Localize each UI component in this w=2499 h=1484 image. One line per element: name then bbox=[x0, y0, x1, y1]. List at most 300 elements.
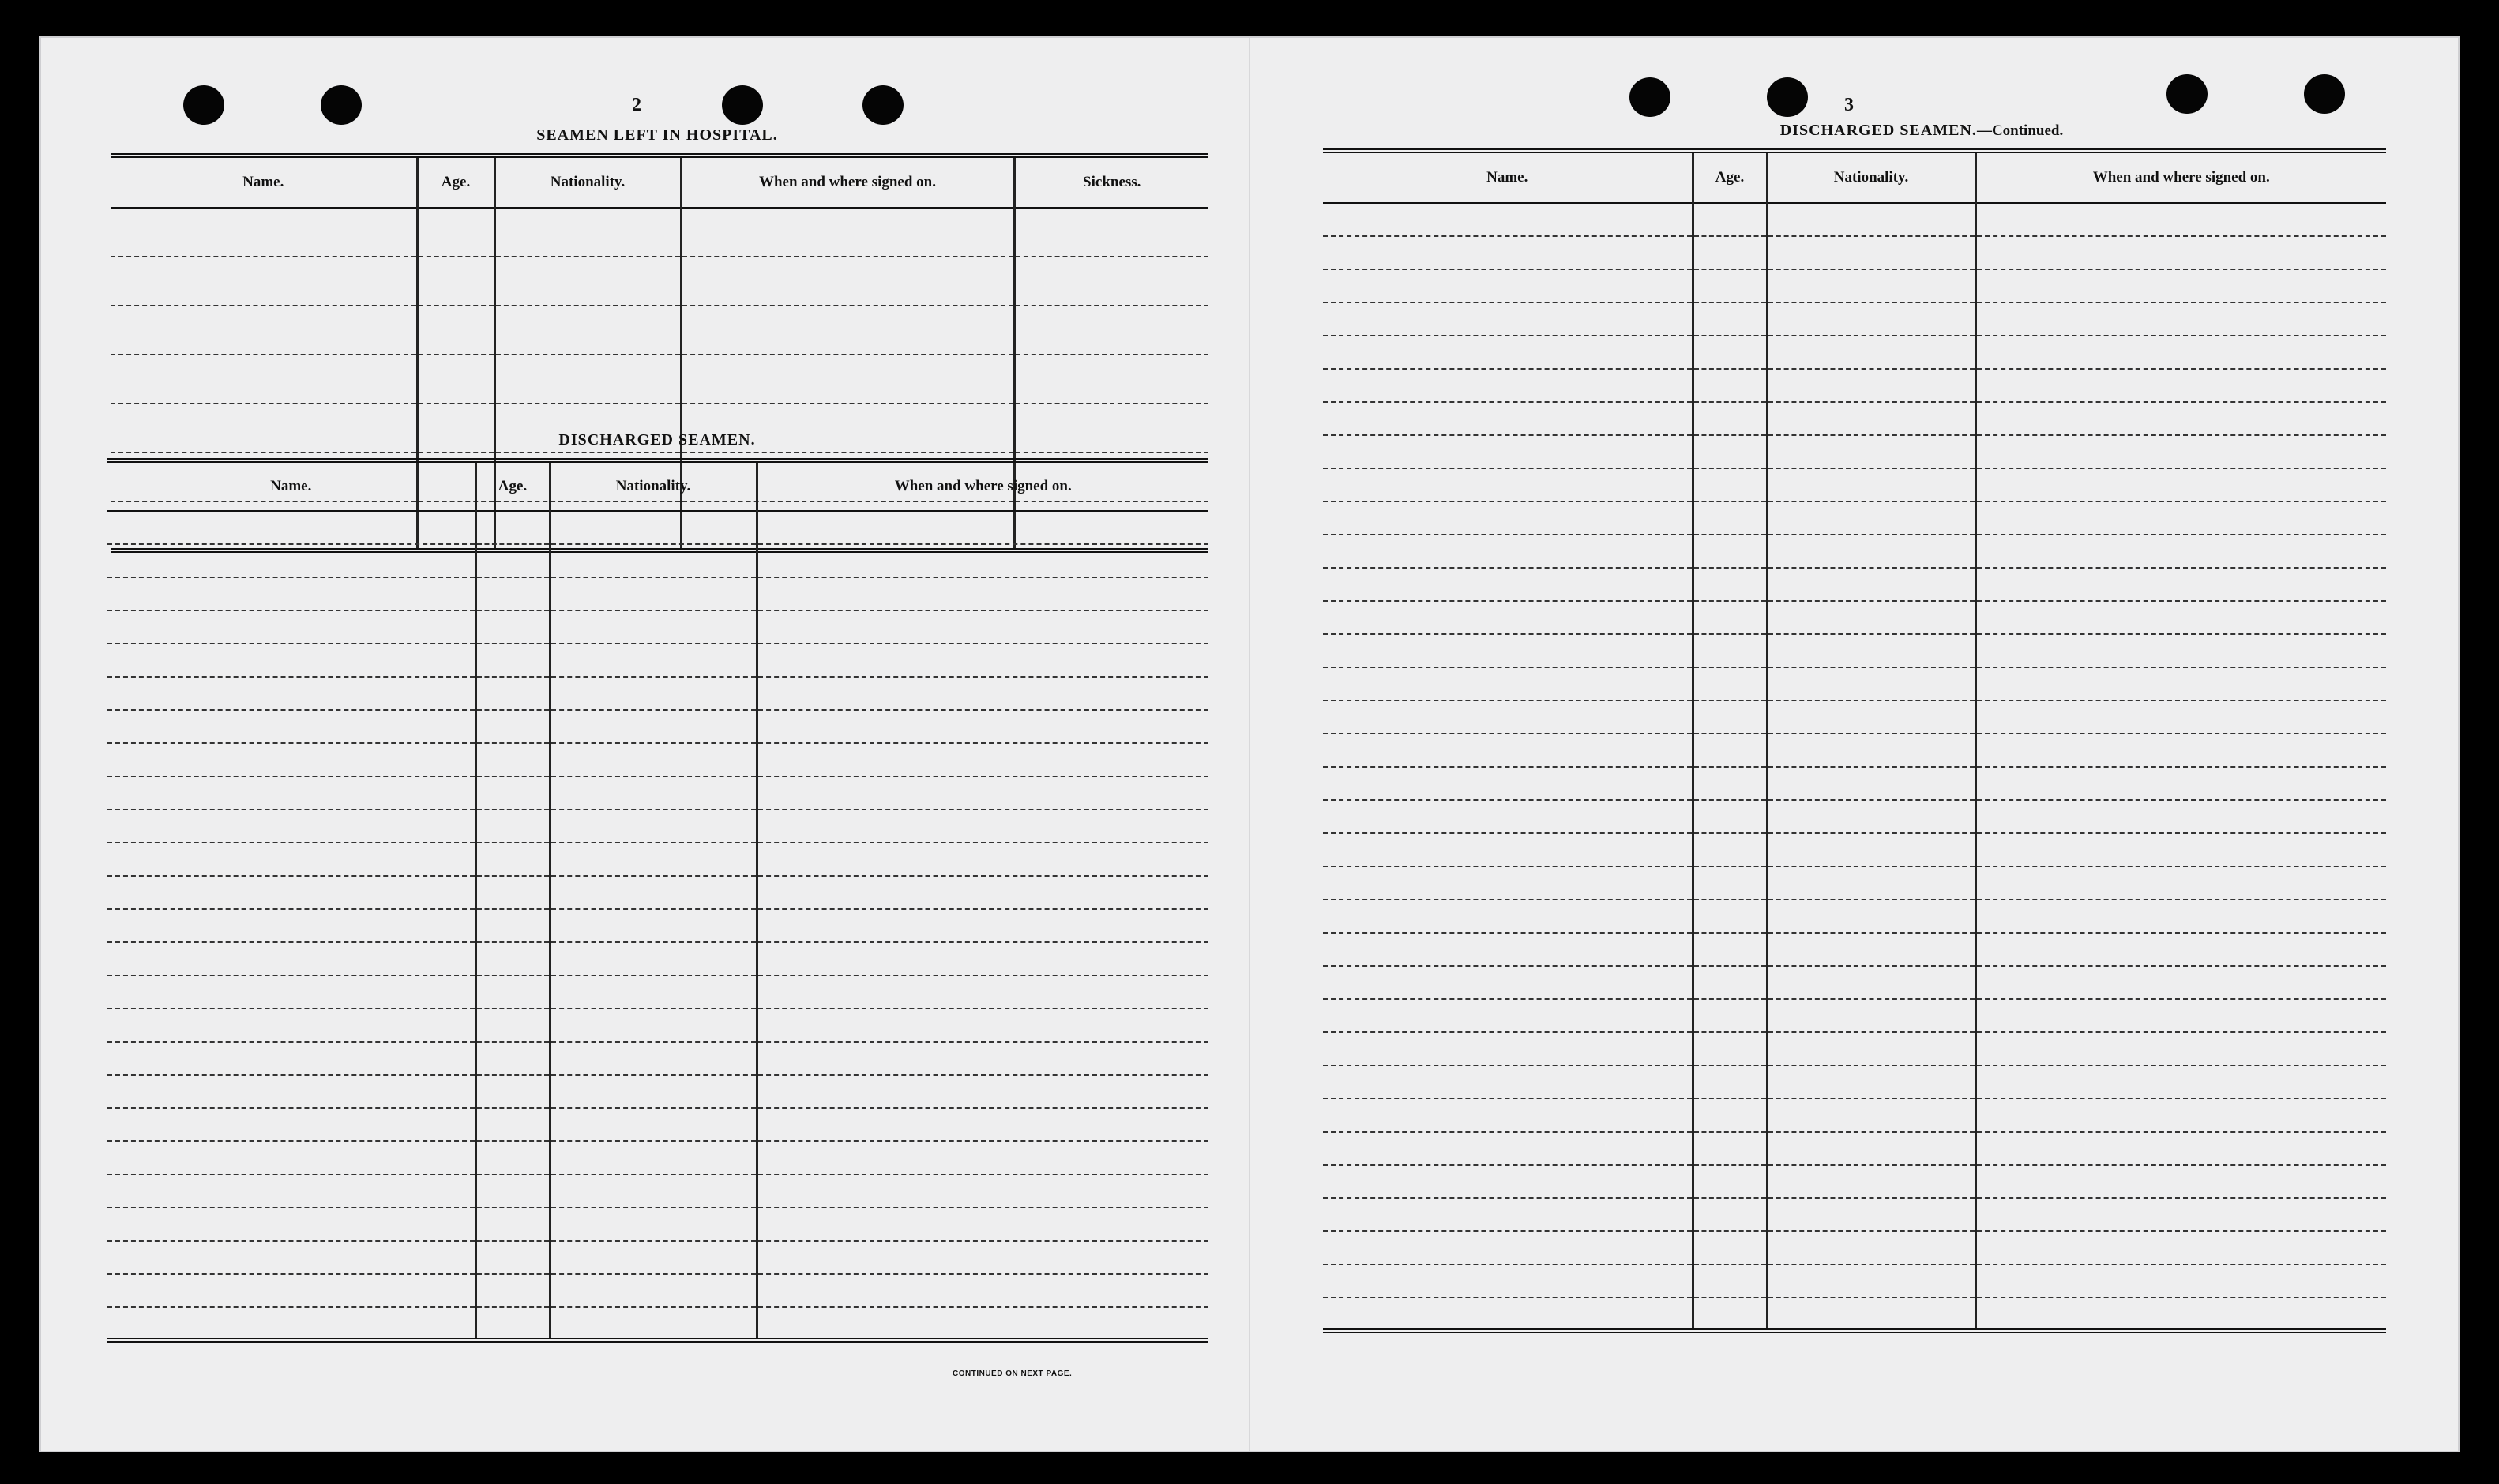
table-row bbox=[1323, 502, 2386, 535]
blank-cell bbox=[107, 743, 475, 776]
blank-cell bbox=[1014, 355, 1208, 404]
table-row bbox=[107, 677, 1208, 710]
table-row bbox=[1323, 402, 2386, 435]
blank-cell bbox=[1323, 767, 1693, 800]
blank-cell bbox=[1767, 1264, 1975, 1298]
blank-cell bbox=[111, 257, 417, 306]
blank-cell bbox=[757, 1141, 1208, 1174]
blank-cell bbox=[1767, 435, 1975, 468]
blank-cell bbox=[1323, 1132, 1693, 1165]
blank-cell bbox=[1975, 1298, 2386, 1331]
blank-cell bbox=[1975, 1264, 2386, 1298]
blank-cell bbox=[1767, 568, 1975, 601]
blank-cell bbox=[550, 843, 757, 876]
table-row bbox=[1323, 1231, 2386, 1264]
blank-cell bbox=[107, 1075, 475, 1108]
blank-cell bbox=[681, 355, 1014, 404]
discharged-continued-rows bbox=[1323, 203, 2386, 1331]
blank-cell bbox=[1323, 236, 1693, 269]
table-row bbox=[107, 1075, 1208, 1108]
blank-cell bbox=[1693, 999, 1767, 1032]
blank-cell bbox=[550, 577, 757, 611]
blank-cell bbox=[1767, 1165, 1975, 1198]
blank-cell bbox=[1975, 502, 2386, 535]
table-row bbox=[1323, 468, 2386, 502]
blank-cell bbox=[550, 975, 757, 1009]
continued-note: CONTINUED ON NEXT PAGE. bbox=[953, 1369, 1073, 1378]
blank-cell bbox=[475, 611, 550, 644]
blank-cell bbox=[1323, 1264, 1693, 1298]
blank-cell bbox=[757, 1274, 1208, 1307]
blank-cell bbox=[107, 1141, 475, 1174]
blank-cell bbox=[1323, 734, 1693, 767]
blank-cell bbox=[475, 843, 550, 876]
blank-cell bbox=[475, 1241, 550, 1274]
blank-cell bbox=[1323, 866, 1693, 900]
blank-cell bbox=[1323, 535, 1693, 568]
blank-cell bbox=[1323, 933, 1693, 966]
blank-cell bbox=[1323, 269, 1693, 302]
table-row bbox=[1323, 833, 2386, 866]
blank-cell bbox=[1323, 402, 1693, 435]
blank-cell bbox=[550, 511, 757, 544]
blank-cell bbox=[1323, 468, 1693, 502]
table-row bbox=[107, 1274, 1208, 1307]
table-row bbox=[107, 843, 1208, 876]
table-row bbox=[107, 909, 1208, 942]
blank-cell bbox=[1323, 502, 1693, 535]
blank-cell bbox=[475, 1208, 550, 1241]
column-header-age: Age. bbox=[417, 156, 494, 208]
blank-cell bbox=[111, 208, 417, 257]
blank-cell bbox=[417, 355, 494, 404]
blank-cell bbox=[475, 1042, 550, 1075]
punch-hole bbox=[2304, 74, 2345, 114]
blank-cell bbox=[475, 810, 550, 843]
blank-cell bbox=[757, 644, 1208, 677]
table-row bbox=[1323, 1298, 2386, 1331]
discharged-section-title: DISCHARGED SEAMEN. bbox=[558, 431, 756, 449]
punch-hole bbox=[1767, 77, 1808, 117]
blank-cell bbox=[757, 743, 1208, 776]
table-row bbox=[107, 1307, 1208, 1340]
blank-cell bbox=[1014, 257, 1208, 306]
hospital-section-title: SEAMEN LEFT IN HOSPITAL. bbox=[536, 126, 778, 144]
blank-cell bbox=[107, 577, 475, 611]
blank-cell bbox=[550, 1208, 757, 1241]
blank-cell bbox=[1323, 336, 1693, 369]
column-header-signed-on: When and where signed on. bbox=[681, 156, 1014, 208]
table-row bbox=[111, 257, 1208, 306]
blank-cell bbox=[757, 909, 1208, 942]
blank-cell bbox=[107, 710, 475, 743]
blank-cell bbox=[1323, 999, 1693, 1032]
blank-cell bbox=[757, 843, 1208, 876]
table-row bbox=[1323, 900, 2386, 933]
blank-cell bbox=[757, 1208, 1208, 1241]
blank-cell bbox=[1767, 701, 1975, 734]
blank-cell bbox=[475, 1174, 550, 1208]
blank-cell bbox=[107, 1042, 475, 1075]
blank-cell bbox=[1975, 1132, 2386, 1165]
blank-cell bbox=[494, 355, 681, 404]
table-row bbox=[1323, 933, 2386, 966]
blank-cell bbox=[475, 909, 550, 942]
blank-cell bbox=[757, 677, 1208, 710]
blank-cell bbox=[1693, 866, 1767, 900]
blank-cell bbox=[1767, 900, 1975, 933]
blank-cell bbox=[550, 710, 757, 743]
table-row bbox=[107, 511, 1208, 544]
blank-cell bbox=[1975, 667, 2386, 701]
table-row bbox=[107, 611, 1208, 644]
blank-cell bbox=[107, 677, 475, 710]
blank-cell bbox=[1323, 1298, 1693, 1331]
page-number: 3 bbox=[1844, 95, 1854, 115]
blank-cell bbox=[757, 876, 1208, 909]
blank-cell bbox=[757, 1108, 1208, 1141]
blank-cell bbox=[1693, 336, 1767, 369]
blank-cell bbox=[1693, 833, 1767, 866]
blank-cell bbox=[550, 776, 757, 810]
blank-cell bbox=[757, 1307, 1208, 1340]
table-row bbox=[111, 208, 1208, 257]
table-row bbox=[1323, 767, 2386, 800]
table-row bbox=[107, 1108, 1208, 1141]
blank-cell bbox=[1767, 966, 1975, 999]
blank-cell bbox=[1323, 302, 1693, 336]
blank-cell bbox=[475, 577, 550, 611]
blank-cell bbox=[1767, 502, 1975, 535]
blank-cell bbox=[681, 257, 1014, 306]
table-row bbox=[107, 1141, 1208, 1174]
blank-cell bbox=[1014, 208, 1208, 257]
discharged-rows bbox=[107, 511, 1208, 1340]
table-row bbox=[107, 644, 1208, 677]
blank-cell bbox=[1323, 1032, 1693, 1065]
blank-cell bbox=[475, 942, 550, 975]
table-row bbox=[1323, 966, 2386, 999]
blank-cell bbox=[107, 511, 475, 544]
table-row bbox=[1323, 369, 2386, 402]
punch-hole bbox=[1629, 77, 1670, 117]
blank-cell bbox=[1693, 1132, 1767, 1165]
blank-cell bbox=[1975, 767, 2386, 800]
blank-cell bbox=[1323, 966, 1693, 999]
blank-cell bbox=[1693, 601, 1767, 634]
blank-cell bbox=[550, 611, 757, 644]
blank-cell bbox=[1693, 701, 1767, 734]
column-header-name: Name. bbox=[111, 156, 417, 208]
blank-cell bbox=[1767, 634, 1975, 667]
discharged-continued-table bbox=[1323, 148, 2386, 1333]
blank-cell bbox=[1975, 402, 2386, 435]
blank-cell bbox=[475, 1075, 550, 1108]
blank-cell bbox=[1323, 833, 1693, 866]
blank-cell bbox=[1693, 966, 1767, 999]
blank-cell bbox=[1975, 468, 2386, 502]
form-sheet bbox=[39, 36, 2460, 1452]
blank-cell bbox=[1767, 1132, 1975, 1165]
table-row bbox=[1323, 734, 2386, 767]
blank-cell bbox=[107, 1208, 475, 1241]
blank-cell bbox=[1767, 269, 1975, 302]
blank-cell bbox=[1767, 1032, 1975, 1065]
blank-cell bbox=[107, 810, 475, 843]
blank-cell bbox=[107, 611, 475, 644]
blank-cell bbox=[1693, 1264, 1767, 1298]
blank-cell bbox=[681, 208, 1014, 257]
blank-cell bbox=[1975, 568, 2386, 601]
blank-cell bbox=[1975, 435, 2386, 468]
blank-cell bbox=[107, 876, 475, 909]
column-header-nationality: Nationality. bbox=[550, 460, 757, 511]
blank-cell bbox=[1323, 1099, 1693, 1132]
blank-cell bbox=[1693, 734, 1767, 767]
blank-cell bbox=[1323, 667, 1693, 701]
blank-cell bbox=[1767, 667, 1975, 701]
blank-cell bbox=[1693, 800, 1767, 833]
punch-hole bbox=[862, 85, 904, 125]
blank-cell bbox=[107, 776, 475, 810]
blank-cell bbox=[1975, 535, 2386, 568]
table-row bbox=[107, 1042, 1208, 1075]
blank-cell bbox=[494, 306, 681, 355]
blank-cell bbox=[1767, 734, 1975, 767]
blank-cell bbox=[1693, 900, 1767, 933]
blank-cell bbox=[1767, 866, 1975, 900]
table-row bbox=[107, 577, 1208, 611]
blank-cell bbox=[107, 1174, 475, 1208]
table-row bbox=[1323, 1099, 2386, 1132]
table-row bbox=[1323, 667, 2386, 701]
blank-cell bbox=[417, 208, 494, 257]
blank-cell bbox=[475, 975, 550, 1009]
table-row bbox=[1323, 435, 2386, 468]
blank-cell bbox=[1767, 369, 1975, 402]
blank-cell bbox=[1693, 1298, 1767, 1331]
blank-cell bbox=[1975, 966, 2386, 999]
blank-cell bbox=[1693, 535, 1767, 568]
blank-cell bbox=[1693, 767, 1767, 800]
blank-cell bbox=[1693, 269, 1767, 302]
left-page bbox=[41, 38, 1250, 1451]
blank-cell bbox=[1693, 634, 1767, 667]
table-row bbox=[1323, 535, 2386, 568]
blank-cell bbox=[475, 544, 550, 577]
table-row bbox=[1323, 1032, 2386, 1065]
blank-cell bbox=[1693, 933, 1767, 966]
table-row bbox=[111, 355, 1208, 404]
blank-cell bbox=[1693, 435, 1767, 468]
punch-hole bbox=[321, 85, 362, 125]
blank-cell bbox=[1975, 203, 2386, 236]
blank-cell bbox=[757, 1174, 1208, 1208]
blank-cell bbox=[107, 1009, 475, 1042]
blank-cell bbox=[1975, 1231, 2386, 1264]
blank-cell bbox=[550, 1042, 757, 1075]
blank-cell bbox=[1767, 302, 1975, 336]
blank-cell bbox=[1767, 236, 1975, 269]
blank-cell bbox=[1767, 535, 1975, 568]
table-row bbox=[1323, 800, 2386, 833]
blank-cell bbox=[757, 975, 1208, 1009]
table-row bbox=[1323, 1198, 2386, 1231]
blank-cell bbox=[550, 1307, 757, 1340]
blank-cell bbox=[1693, 1032, 1767, 1065]
table-row bbox=[1323, 302, 2386, 336]
blank-cell bbox=[107, 1241, 475, 1274]
blank-cell bbox=[1693, 1165, 1767, 1198]
column-header-nationality: Nationality. bbox=[494, 156, 681, 208]
blank-cell bbox=[1767, 336, 1975, 369]
blank-cell bbox=[757, 1042, 1208, 1075]
blank-cell bbox=[475, 1108, 550, 1141]
table-row bbox=[1323, 203, 2386, 236]
blank-cell bbox=[1693, 302, 1767, 336]
blank-cell bbox=[475, 677, 550, 710]
table-row bbox=[107, 975, 1208, 1009]
blank-cell bbox=[1767, 767, 1975, 800]
blank-cell bbox=[1975, 1065, 2386, 1099]
blank-cell bbox=[1767, 203, 1975, 236]
blank-cell bbox=[107, 1108, 475, 1141]
blank-cell bbox=[475, 776, 550, 810]
table-row bbox=[1323, 999, 2386, 1032]
column-header-signed-on: When and where signed on. bbox=[1975, 151, 2386, 203]
blank-cell bbox=[1975, 999, 2386, 1032]
blank-cell bbox=[1693, 1099, 1767, 1132]
blank-cell bbox=[1693, 468, 1767, 502]
table-row bbox=[107, 1009, 1208, 1042]
blank-cell bbox=[1767, 402, 1975, 435]
blank-cell bbox=[1975, 933, 2386, 966]
blank-cell bbox=[1767, 1231, 1975, 1264]
table-row bbox=[1323, 568, 2386, 601]
blank-cell bbox=[1323, 1198, 1693, 1231]
blank-cell bbox=[417, 306, 494, 355]
blank-cell bbox=[1767, 601, 1975, 634]
blank-cell bbox=[475, 710, 550, 743]
blank-cell bbox=[1693, 402, 1767, 435]
blank-cell bbox=[1767, 1065, 1975, 1099]
right-page bbox=[1250, 38, 2459, 1451]
blank-cell bbox=[107, 909, 475, 942]
blank-cell bbox=[1323, 369, 1693, 402]
blank-cell bbox=[475, 743, 550, 776]
table-row bbox=[107, 544, 1208, 577]
discharged-continued-title bbox=[1250, 122, 2459, 140]
blank-cell bbox=[1767, 999, 1975, 1032]
column-header-age: Age. bbox=[475, 460, 550, 511]
blank-cell bbox=[550, 677, 757, 710]
punch-hole bbox=[183, 85, 224, 125]
blank-cell bbox=[1767, 800, 1975, 833]
column-header-age: Age. bbox=[1693, 151, 1767, 203]
blank-cell bbox=[757, 1075, 1208, 1108]
blank-cell bbox=[107, 1274, 475, 1307]
blank-cell bbox=[1975, 601, 2386, 634]
blank-cell bbox=[1975, 1032, 2386, 1065]
punch-hole bbox=[2166, 74, 2208, 114]
table-row bbox=[1323, 701, 2386, 734]
table-row bbox=[1323, 1132, 2386, 1165]
table-row bbox=[1323, 269, 2386, 302]
blank-cell bbox=[475, 1274, 550, 1307]
blank-cell bbox=[550, 810, 757, 843]
blank-cell bbox=[1323, 1065, 1693, 1099]
blank-cell bbox=[1323, 601, 1693, 634]
blank-cell bbox=[1975, 800, 2386, 833]
table-row bbox=[1323, 866, 2386, 900]
blank-cell bbox=[757, 942, 1208, 975]
blank-cell bbox=[475, 511, 550, 544]
blank-cell bbox=[1323, 800, 1693, 833]
discharged-continued-title-suffix: —Continued. bbox=[1976, 122, 2064, 139]
blank-cell bbox=[1693, 203, 1767, 236]
blank-cell bbox=[1975, 302, 2386, 336]
blank-cell bbox=[550, 1075, 757, 1108]
discharged-table bbox=[107, 458, 1208, 1343]
blank-cell bbox=[1767, 1099, 1975, 1132]
blank-cell bbox=[1693, 502, 1767, 535]
blank-cell bbox=[111, 355, 417, 404]
blank-cell bbox=[1323, 1165, 1693, 1198]
blank-cell bbox=[1975, 1198, 2386, 1231]
blank-cell bbox=[550, 1141, 757, 1174]
blank-cell bbox=[475, 644, 550, 677]
blank-cell bbox=[550, 876, 757, 909]
table-row bbox=[1323, 601, 2386, 634]
blank-cell bbox=[550, 1108, 757, 1141]
blank-cell bbox=[550, 1009, 757, 1042]
blank-cell bbox=[757, 1241, 1208, 1274]
blank-cell bbox=[107, 544, 475, 577]
blank-cell bbox=[1975, 269, 2386, 302]
blank-cell bbox=[1767, 468, 1975, 502]
blank-cell bbox=[1693, 568, 1767, 601]
blank-cell bbox=[1975, 369, 2386, 402]
blank-cell bbox=[111, 306, 417, 355]
blank-cell bbox=[550, 544, 757, 577]
column-header-name: Name. bbox=[1323, 151, 1693, 203]
blank-cell bbox=[1323, 900, 1693, 933]
blank-cell bbox=[1975, 866, 2386, 900]
table-row bbox=[111, 306, 1208, 355]
blank-cell bbox=[757, 1009, 1208, 1042]
table-row bbox=[107, 1174, 1208, 1208]
blank-cell bbox=[1323, 435, 1693, 468]
blank-cell bbox=[681, 306, 1014, 355]
blank-cell bbox=[1975, 634, 2386, 667]
table-row bbox=[107, 1208, 1208, 1241]
blank-cell bbox=[550, 1241, 757, 1274]
blank-cell bbox=[107, 942, 475, 975]
blank-cell bbox=[1975, 1165, 2386, 1198]
table-row bbox=[1323, 336, 2386, 369]
table-row bbox=[1323, 1264, 2386, 1298]
blank-cell bbox=[494, 257, 681, 306]
blank-cell bbox=[757, 511, 1208, 544]
blank-cell bbox=[1975, 833, 2386, 866]
blank-cell bbox=[550, 1274, 757, 1307]
blank-cell bbox=[475, 1009, 550, 1042]
table-row bbox=[107, 1241, 1208, 1274]
column-header-sickness: Sickness. bbox=[1014, 156, 1208, 208]
blank-cell bbox=[475, 1141, 550, 1174]
table-row bbox=[107, 710, 1208, 743]
blank-cell bbox=[1014, 306, 1208, 355]
